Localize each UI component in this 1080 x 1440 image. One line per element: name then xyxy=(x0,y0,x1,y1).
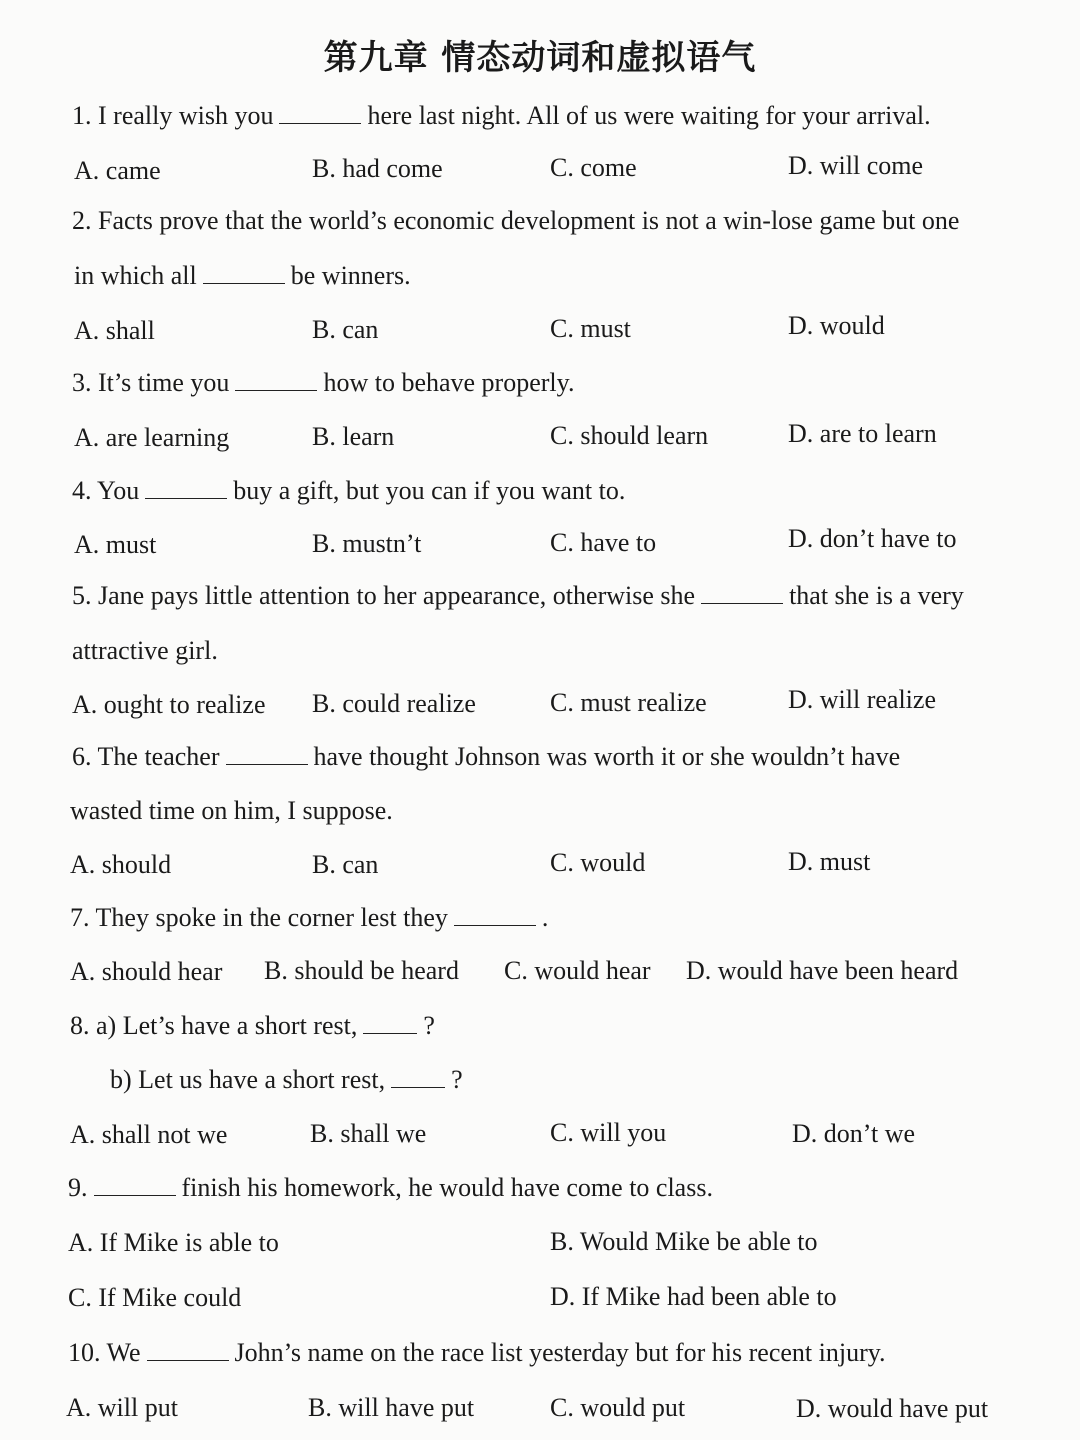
question-text: 10. We xyxy=(68,1338,141,1367)
question-text: 2. Facts prove that the world’s economic development is not a win-lose game but one xyxy=(72,206,960,235)
question-10 xyxy=(68,1337,886,1368)
question-2-line-2 xyxy=(74,260,411,291)
answer-blank xyxy=(94,1173,176,1196)
question-text: 8. a) Let’s have a short rest, xyxy=(70,1011,358,1040)
option-d: D. will come xyxy=(788,151,924,180)
answer-blank xyxy=(145,476,227,499)
option-c: C. will you xyxy=(550,1118,667,1147)
option-d: D. If Mike had been able to xyxy=(550,1282,837,1311)
question-4 xyxy=(72,475,625,506)
option-c: C. would put xyxy=(550,1393,686,1422)
option-d: D. don’t we xyxy=(792,1119,916,1148)
option-b: B. mustn’t xyxy=(312,529,422,558)
question-6 xyxy=(72,741,900,772)
option-d: D. are to learn xyxy=(788,419,937,448)
question-7 xyxy=(70,902,548,933)
question-text: ? xyxy=(451,1065,463,1094)
question-text: be winners. xyxy=(290,261,411,290)
option-c: C. have to xyxy=(550,528,657,557)
question-text: 5. Jane pays little attention to her appearance, otherwise she xyxy=(72,581,696,610)
option-d: D. don’t have to xyxy=(788,524,957,553)
option-b: B. can xyxy=(312,850,379,879)
question-2 xyxy=(72,205,959,236)
question-text: in which all xyxy=(74,261,197,290)
question-1 xyxy=(72,100,931,131)
option-b: B. will have put xyxy=(308,1393,475,1422)
option-a: A. shall xyxy=(74,316,155,345)
question-text: how to behave properly. xyxy=(323,368,575,397)
option-c: C. come xyxy=(550,153,637,182)
question-text: John’s name on the race list yesterday but for his recent injury. xyxy=(234,1338,886,1367)
option-b: B. had come xyxy=(312,154,443,183)
question-8b xyxy=(110,1064,463,1095)
option-d: D. will realize xyxy=(788,685,936,714)
answer-blank xyxy=(363,1011,417,1034)
question-9 xyxy=(68,1172,713,1203)
option-d: D. would have been heard xyxy=(686,956,959,985)
question-text: that she is a very xyxy=(789,581,964,610)
option-c: C. If Mike could xyxy=(68,1283,242,1312)
option-a: A. shall not we xyxy=(70,1120,228,1149)
question-text: . xyxy=(541,903,549,932)
option-b: B. can xyxy=(312,315,379,344)
option-d: D. would have put xyxy=(796,1394,989,1423)
question-8a xyxy=(70,1010,435,1041)
question-text: buy a gift, but you can if you want to. xyxy=(233,476,626,505)
option-c: C. should learn xyxy=(550,421,709,450)
option-a: A. came xyxy=(74,156,161,185)
question-3 xyxy=(72,367,574,398)
question-text: ? xyxy=(423,1011,435,1040)
option-a: A. should xyxy=(70,850,172,879)
answer-blank xyxy=(391,1065,445,1088)
answer-blank xyxy=(226,742,308,765)
question-text: here last night. All of us were waiting for your arrival. xyxy=(367,101,931,130)
question-text: b) Let us have a short rest, xyxy=(110,1065,386,1094)
option-b: B. learn xyxy=(312,422,395,451)
question-text: 9. xyxy=(68,1173,88,1202)
option-b: B. shall we xyxy=(310,1119,427,1148)
answer-blank xyxy=(235,368,317,391)
answer-blank xyxy=(701,581,783,604)
question-6-line-2: wasted time on him, I suppose. xyxy=(70,796,393,825)
question-text: 6. The teacher xyxy=(72,742,220,771)
question-5-line-2: attractive girl. xyxy=(72,636,218,665)
option-a: A. are learning xyxy=(74,423,230,452)
option-c: C. must realize xyxy=(550,688,707,717)
question-text: 1. I really wish you xyxy=(72,101,274,130)
option-d: D. would xyxy=(788,311,885,340)
option-a: A. will put xyxy=(66,1393,178,1422)
option-a: A. must xyxy=(74,530,157,559)
option-a: A. If Mike is able to xyxy=(68,1228,279,1257)
question-text: have thought Johnson was worth it or she wouldn’t have xyxy=(313,742,901,771)
answer-blank xyxy=(454,903,536,926)
answer-blank xyxy=(279,101,361,124)
option-a: A. ought to realize xyxy=(72,690,266,719)
question-text: finish his homework, he would have come to class. xyxy=(181,1173,713,1202)
page-title: 第九章 情态动词和虚拟语气 xyxy=(323,38,757,78)
option-b: B. should be heard xyxy=(264,956,459,985)
option-c: C. would xyxy=(550,848,646,877)
question-text: 3. It’s time you xyxy=(72,368,230,397)
option-b: B. could realize xyxy=(312,689,476,718)
answer-blank xyxy=(147,1338,229,1361)
option-d: D. must xyxy=(788,847,871,876)
option-c: C. would hear xyxy=(504,956,651,985)
answer-blank xyxy=(203,261,285,284)
option-c: C. must xyxy=(550,314,631,343)
question-text: 4. You xyxy=(72,476,140,505)
option-b: B. Would Mike be able to xyxy=(550,1227,818,1256)
question-text: 7. They spoke in the corner lest they xyxy=(70,903,448,932)
question-5 xyxy=(72,580,964,611)
option-a: A. should hear xyxy=(70,957,223,986)
